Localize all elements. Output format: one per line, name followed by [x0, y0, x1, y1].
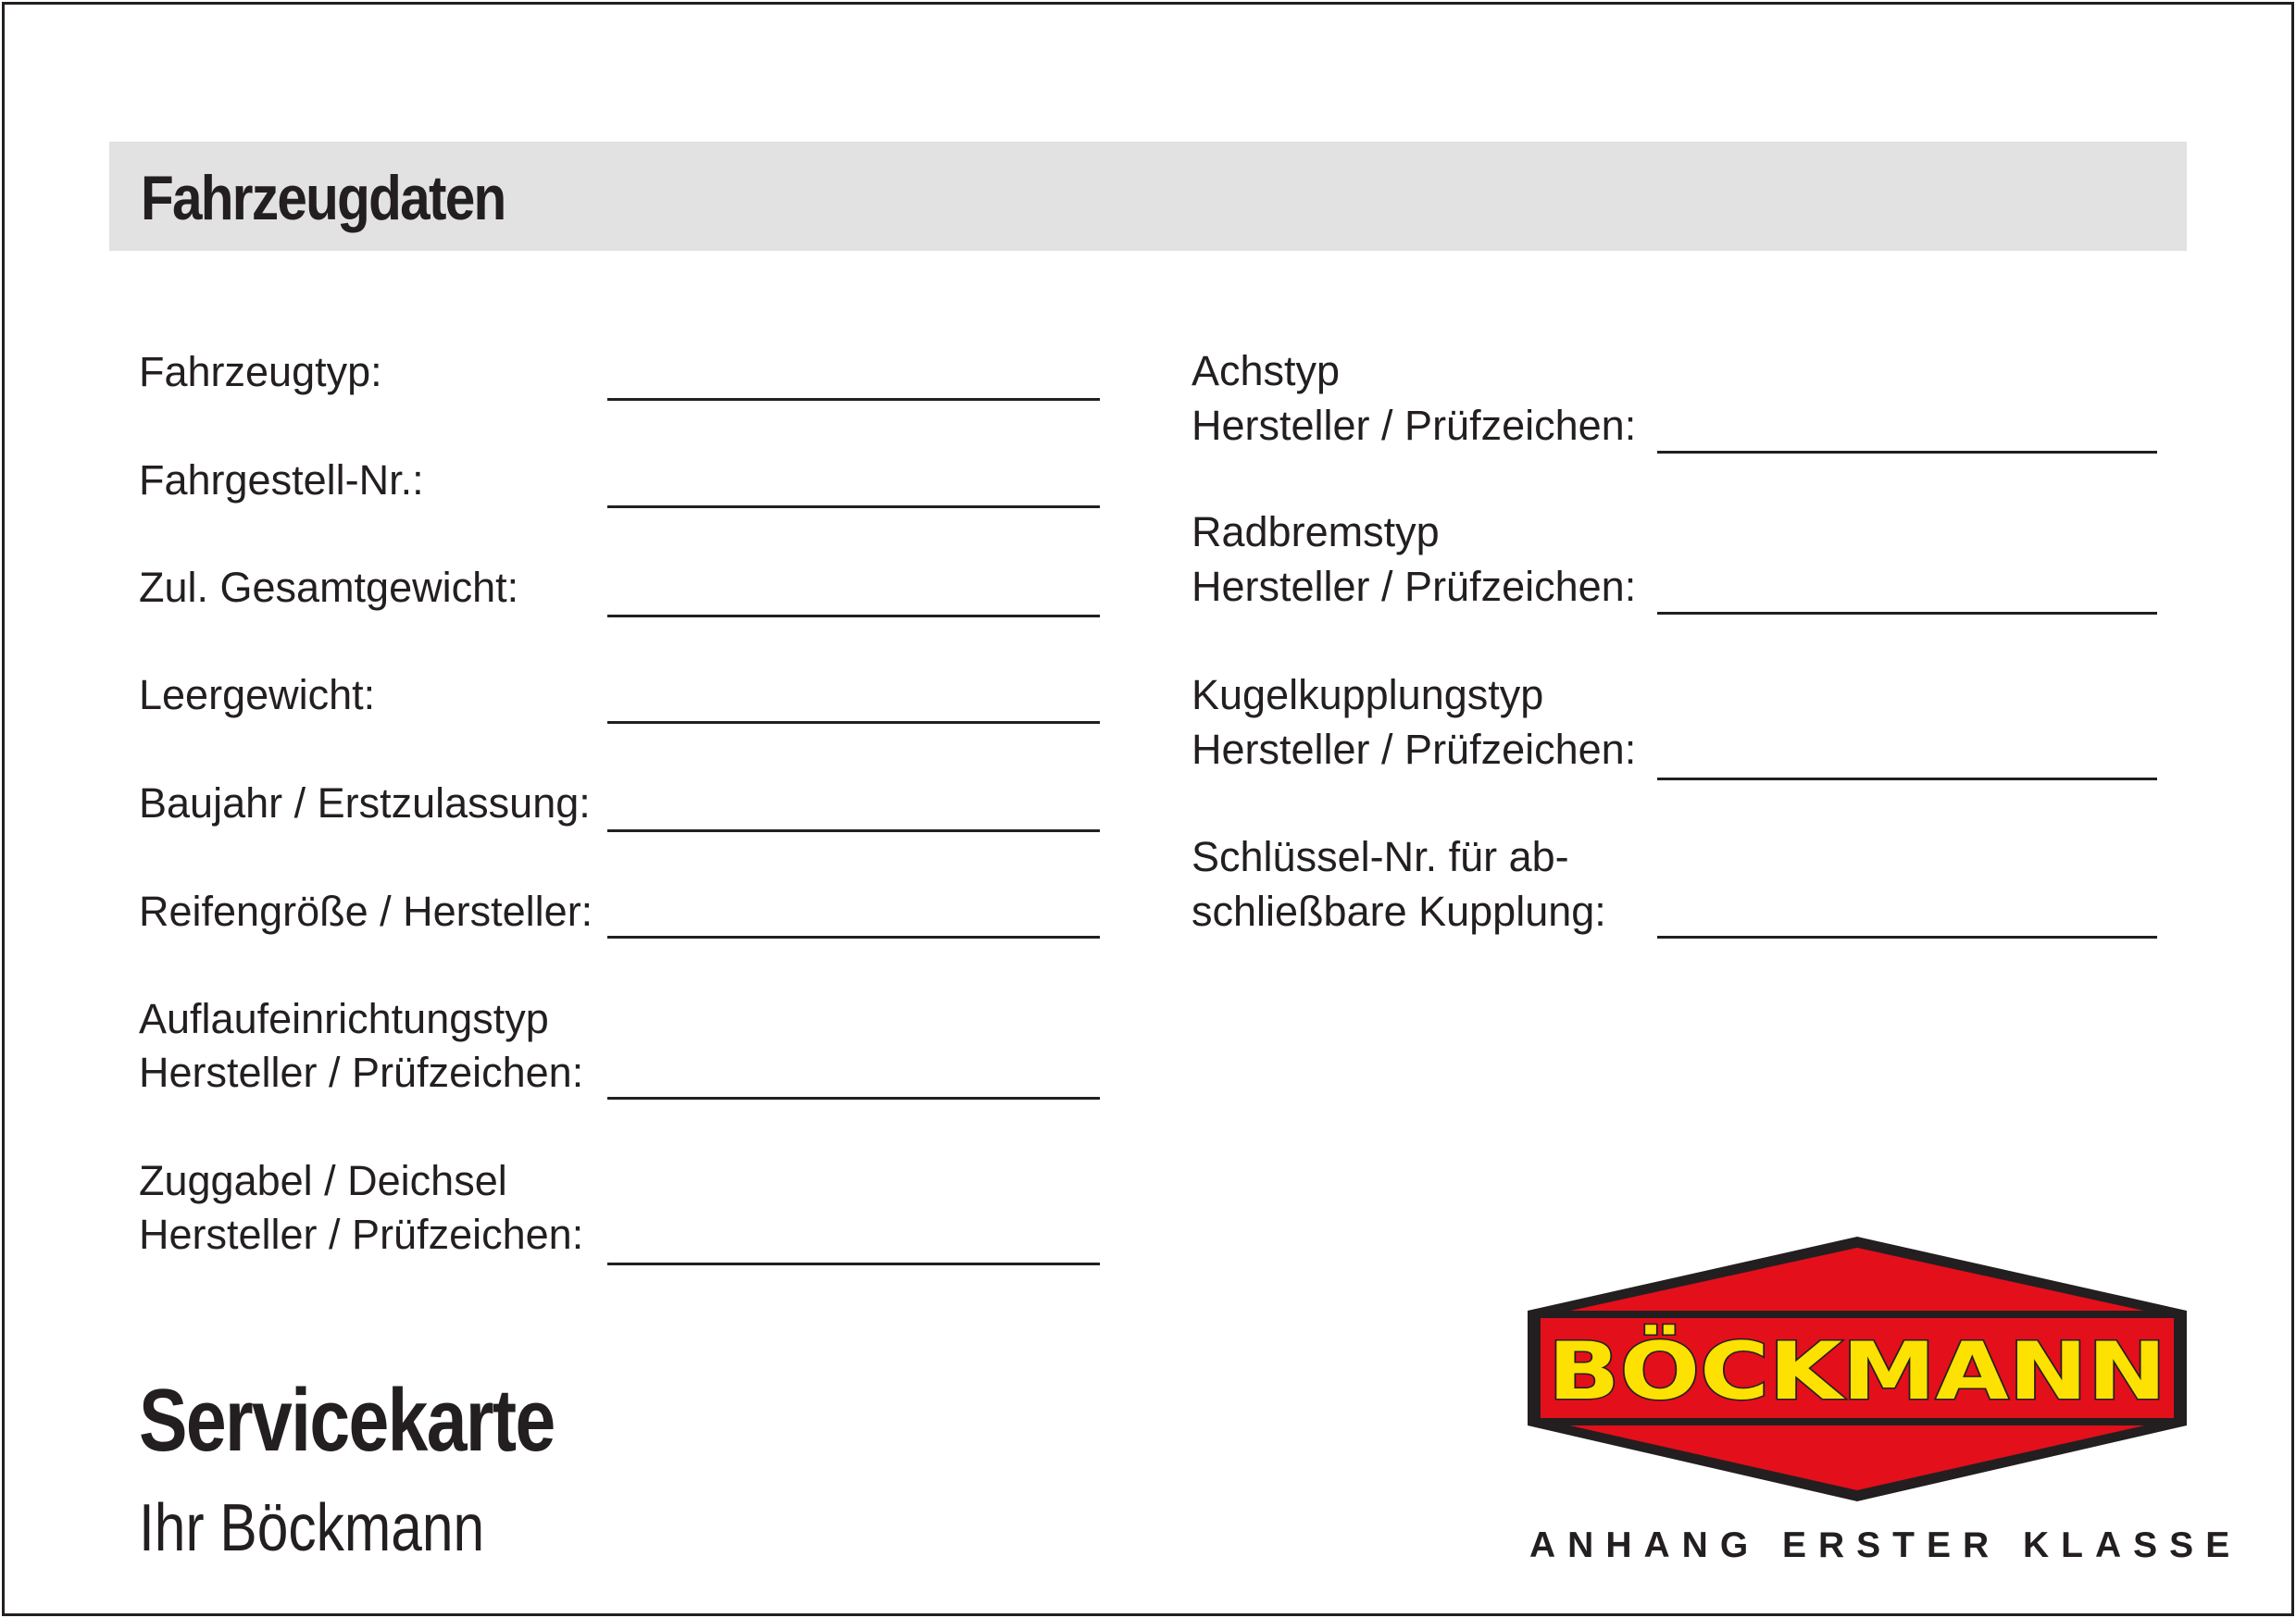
svg-text:BÖCKMANN: BÖCKMANN: [1548, 1326, 2071, 1418]
field-label-axle-manufacturer: Hersteller / Prüfzeichen:: [1192, 402, 1637, 449]
field-label-overrun-device: Auflaufeinrichtungstyp: [139, 995, 549, 1042]
field-label-axle-type: Achstyp: [1192, 347, 1341, 394]
input-line-year-registration[interactable]: [607, 829, 1100, 832]
field-label-vehicle-type: Fahrzeugtyp:: [139, 348, 382, 395]
input-line-drawbar[interactable]: [607, 1263, 1100, 1265]
card-title: Servicekarte: [139, 1371, 555, 1470]
field-label-drawbar: Zuggabel / Deichsel: [139, 1157, 507, 1204]
field-label-brake-manufacturer: Hersteller / Prüfzeichen:: [1192, 563, 1637, 610]
section-title: Fahrzeugdaten: [141, 163, 505, 233]
input-line-empty-weight[interactable]: [607, 721, 1100, 724]
field-label-year-registration: Baujahr / Erstzulassung:: [139, 779, 591, 827]
input-line-axle[interactable]: [1657, 451, 2157, 454]
field-label-key-number: Schlüssel-Nr. für ab-: [1192, 833, 1569, 880]
field-label-coupling-manufacturer: Hersteller / Prüfzeichen:: [1192, 726, 1637, 773]
field-label-empty-weight: Leergewicht:: [139, 671, 376, 718]
input-line-brake[interactable]: [1657, 612, 2157, 615]
brand-tagline: ANHANG ERSTER KLASSE: [1529, 1525, 2242, 1565]
field-label-tire-size: Reifengröße / Hersteller:: [139, 888, 593, 935]
input-line-vehicle-type[interactable]: [607, 398, 1100, 401]
input-line-gross-weight[interactable]: [607, 615, 1100, 617]
input-line-chassis-number[interactable]: [607, 505, 1100, 508]
signature: Ihr Böckmann: [139, 1491, 485, 1565]
section-header: [109, 142, 2187, 251]
brand-logo: [1528, 1237, 2187, 1501]
field-label-coupling-type: Kugelkupplungstyp: [1192, 671, 1544, 718]
input-line-overrun-device[interactable]: [607, 1097, 1100, 1100]
field-label-brake-type: Radbremstyp: [1192, 508, 1440, 555]
input-line-tire-size[interactable]: [607, 936, 1100, 939]
field-label-drawbar-manufacturer: Hersteller / Prüfzeichen:: [139, 1211, 584, 1258]
field-label-overrun-device-manufacturer: Hersteller / Prüfzeichen:: [139, 1049, 584, 1096]
field-label-chassis-number: Fahrgestell-Nr.:: [139, 456, 424, 504]
input-line-key-number[interactable]: [1657, 936, 2157, 939]
field-label-gross-weight: Zul. Gesamtgewicht:: [139, 564, 519, 611]
field-label-lockable-coupling: schließbare Kupplung:: [1192, 888, 1606, 935]
input-line-coupling[interactable]: [1657, 778, 2157, 780]
